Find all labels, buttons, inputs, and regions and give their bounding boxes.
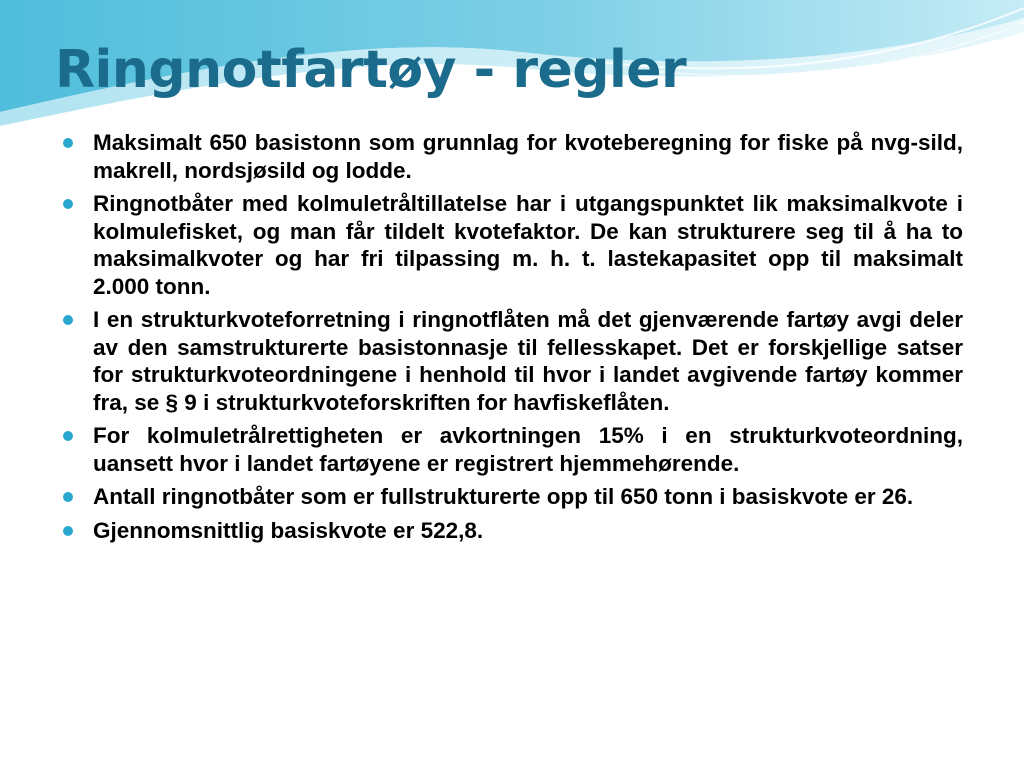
bullet-item: [63, 306, 963, 416]
bullet-dot-icon: [63, 315, 73, 325]
slide-title: Ringnotfartøy - regler: [55, 40, 687, 100]
bullet-item: [63, 517, 963, 545]
bullet-dot-icon: [63, 492, 73, 502]
bullet-text: I en strukturkvoteforretning i ringnotflåten må det gjenværende fartøy avgi deler av den samstrukturerte basistonnasje til fellesskapet. Det er forskjellige satser for strukturkvoteordningene i henhold til hvor i landet avgivende fartøy kommer fra, se § 9 i strukturkvoteforskriften for havfiskeflåten.: [93, 307, 963, 415]
bullet-text: Ringnotbåter med kolmuletråltillatelse har i utgangspunktet lik maksimalkvote i kolmulefisket, og man får tildelt kvotefaktor. De kan strukturere seg til å ha to maksimalkvoter og har fri tilpassing m. h. t. lastekapasitet opp til maksimalt 2.000 tonn.: [93, 191, 963, 299]
bullet-item: [63, 483, 963, 511]
bullet-dot-icon: [63, 138, 73, 148]
bullet-item: [63, 129, 963, 184]
bullet-dot-icon: [63, 526, 73, 536]
bullet-item: [63, 190, 963, 300]
bullet-item: [63, 422, 963, 477]
bullet-text: Antall ringnotbåter som er fullstrukturerte opp til 650 tonn i basiskvote er 26.: [93, 484, 914, 509]
bullet-dot-icon: [63, 199, 73, 209]
bullet-text: For kolmuletrålrettigheten er avkortningen 15% i en strukturkvoteordning, uansett hvor i landet fartøyene er registrert hjemmehørende.: [93, 423, 963, 476]
bullet-dot-icon: [63, 431, 73, 441]
bullet-text: Maksimalt 650 basistonn som grunnlag for kvoteberegning for fiske på nvg-sild, makrell, nordsjøsild og lodde.: [93, 130, 963, 183]
bullet-text: Gjennomsnittlig basiskvote er 522,8.: [93, 517, 484, 543]
bullet-list: [63, 129, 963, 550]
